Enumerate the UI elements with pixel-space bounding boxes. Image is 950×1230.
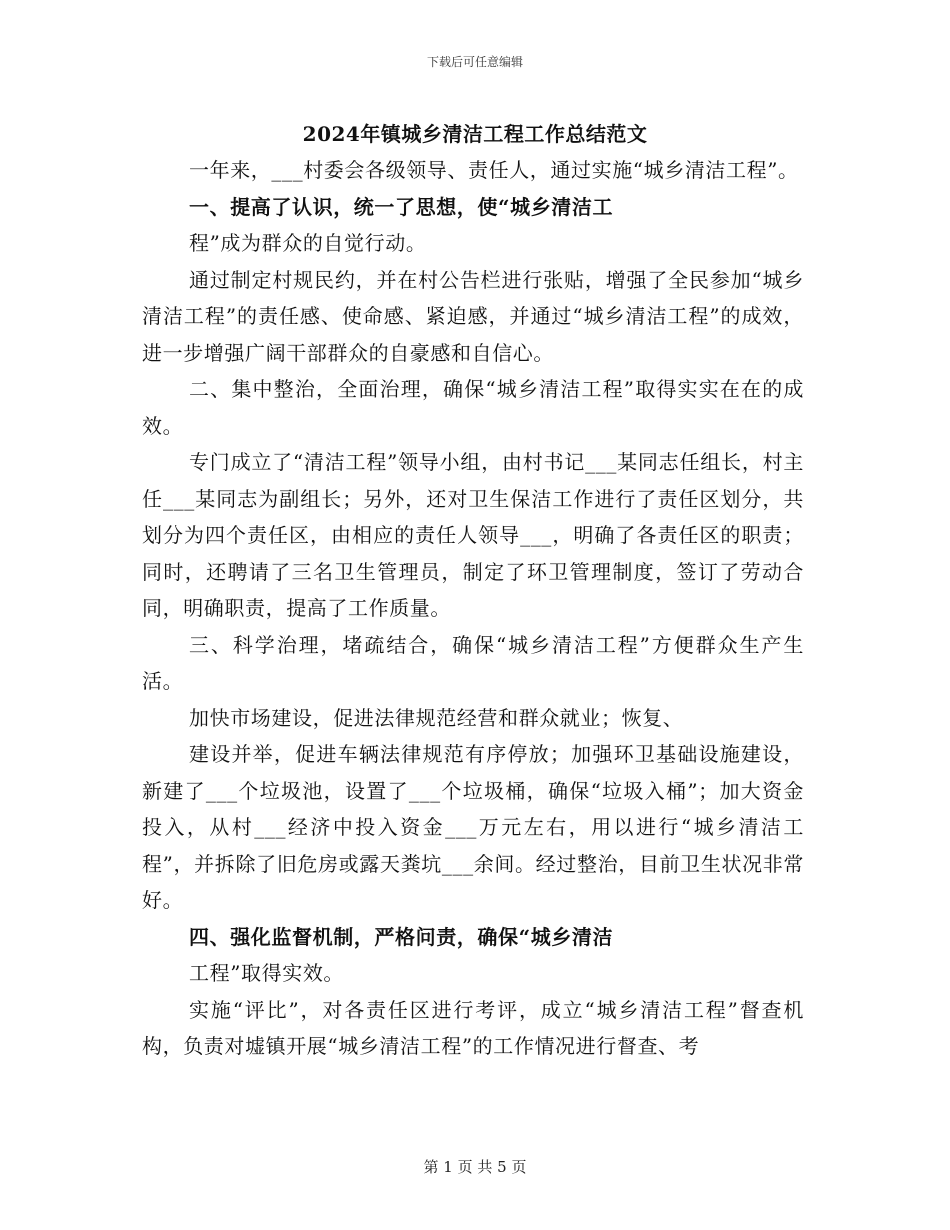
paragraph-section-2: 专门成立了“清洁工程”领导小组，由村书记___某同志任组长，村主任___某同志为副组长；另外，还对卫生保洁工作进行了责任区划分，共划分为四个责任区，由相应的责任人领导___，明确了各责任区的职责；同时，还聘请了三名卫生管理员，制定了环卫管理制度，签订了劳动合同，明确职责，提高了工作质量。 [142, 450, 804, 620]
paragraph-section-3b: 建设并举，促进车辆法律规范有序停放；加强环卫基础设施建设，新建了___个垃圾池，设置了___个垃圾桶，确保“垃圾入桶”；加大资金投入，从村___经济中投入资金___万元左右，用以进行“城乡清洁工程”，并拆除了旧危房或露天粪坑___余间。经过整治，目前卫生状况非常好。 [142, 742, 804, 912]
paragraph-section-4: 实施“评比”，对各责任区进行考评，成立“城乡清洁工程”督查机构，负责对墟镇开展“城乡清洁工程”的工作情况进行督查、考 [142, 997, 804, 1058]
section-heading-4-continued: 工程”取得实效。 [189, 961, 345, 985]
paragraph-intro: 一年来，___村委会各级领导、责任人，通过实施“城乡清洁工程”。 [189, 158, 799, 182]
section-heading-3: 三、科学治理，堵疏结合，确保“城乡清洁工程”方便群众生产生活。 [142, 632, 804, 693]
header-note: 下载后可任意编辑 [426, 55, 523, 69]
document-title: 2024年镇城乡清洁工程工作总结范文 [302, 122, 648, 146]
paragraph-section-3a: 加快市场建设，促进法律规范经营和群众就业；恢复、 [189, 705, 684, 730]
section-heading-4: 四、强化监督机制，严格问责，确保“城乡清洁 [189, 924, 614, 949]
section-heading-1-continued: 程”成为群众的自觉行动。 [189, 231, 427, 255]
paragraph-section-1: 通过制定村规民约，并在村公告栏进行张贴，增强了全民参加“城乡清洁工程”的责任感、使命感、紧迫感，并通过“城乡清洁工程”的成效，进一步增强广阔干部群众的自豪感和自信心。 [142, 267, 804, 365]
document-body [142, 152, 804, 1065]
page-number: 第 1 页 共 5 页 [423, 1158, 527, 1176]
section-heading-1: 一、提高了认识，统一了思想，使“城乡清洁工 [189, 194, 614, 219]
section-heading-2: 二、集中整治，全面治理，确保“城乡清洁工程”取得实实在在的成效。 [142, 377, 804, 438]
